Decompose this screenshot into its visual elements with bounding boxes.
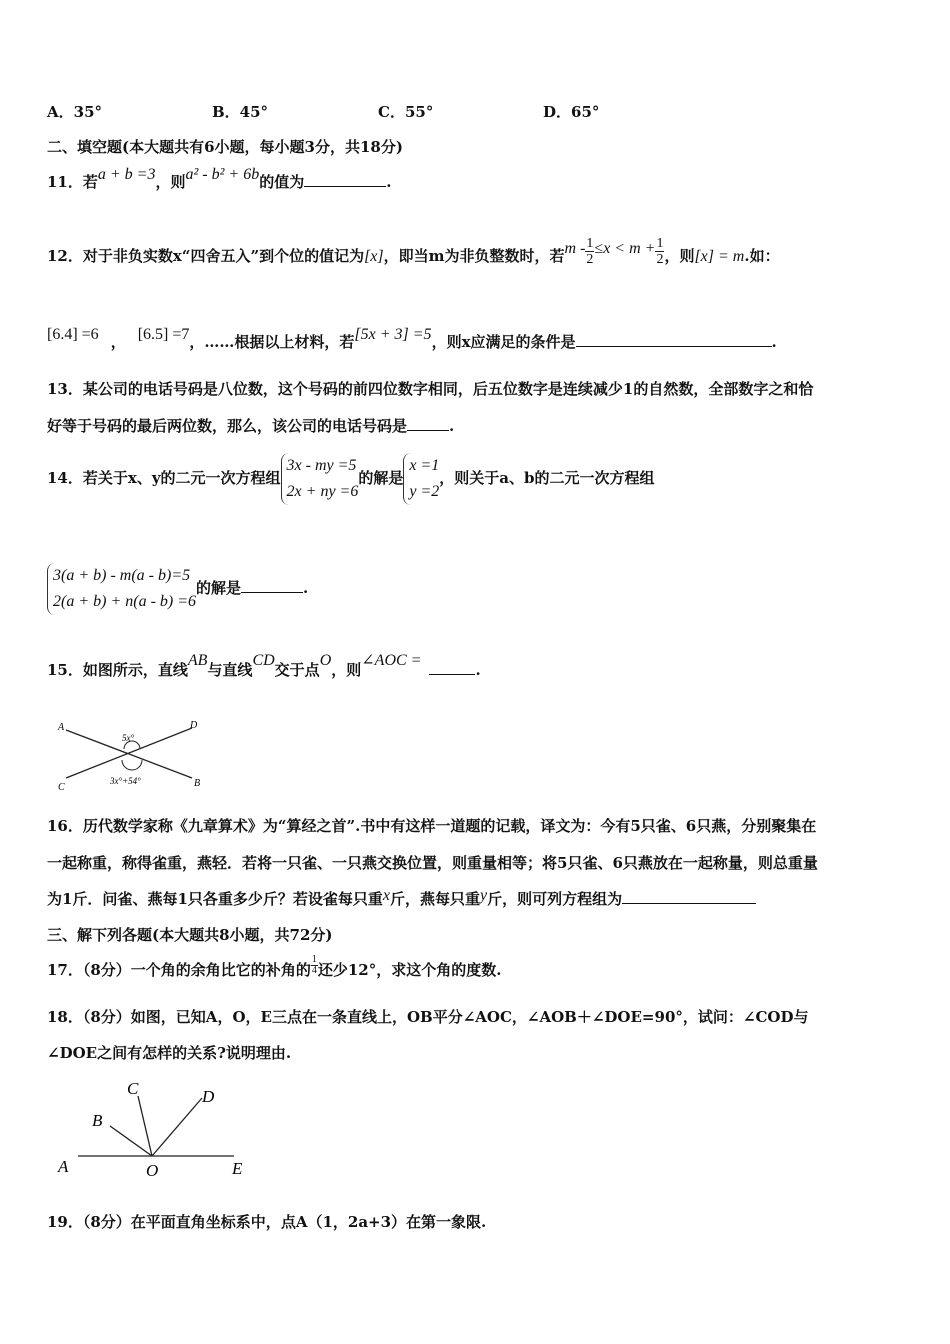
q14-suffix: ，则关于a、b的二元一次方程组 <box>439 469 655 487</box>
q14-beq2: 2(a + b) + n(a - b) =6 <box>53 593 197 610</box>
q16-line3b: 斤，燕每只重 <box>390 890 481 908</box>
q15-answer-blank[interactable] <box>429 660 475 675</box>
q11-suffix: 的值为 <box>259 173 305 191</box>
question-17 <box>47 953 502 982</box>
question-11 <box>47 166 392 193</box>
fig18-label-d: D <box>202 1087 215 1106</box>
q15-angle: ∠AOC = <box>361 652 422 669</box>
q16-line1: 16．历代数学家称《九章算术》为“算经之首”.书中有这样一道题的记载，译文为：今有5只雀、6只燕，分别聚集在 <box>47 817 817 835</box>
q16-line3c: 斤，则可列方程组为 <box>487 890 623 908</box>
figure-18-angles <box>52 1076 262 1180</box>
fig18-label-o: O <box>146 1161 159 1180</box>
fig18-label-b: B <box>92 1111 103 1130</box>
q12-equation: [x] = m <box>694 248 745 265</box>
q12-ask: ，则x应满足的条件是 <box>431 333 576 351</box>
q12-example-2: [6.5] =7 <box>137 326 190 343</box>
q14-answer-blank[interactable] <box>241 578 303 593</box>
q12-half-1: $\frac{1}{2}$ <box>586 235 594 267</box>
angle-arc-bottom <box>122 760 142 770</box>
q14-ab-system <box>47 563 196 615</box>
q12-condition: [5x + 3] =5 <box>354 326 432 343</box>
q15-end: . <box>475 661 481 679</box>
q18-line1: 18．（8分）如图，已知A，O，E三点在一条直线上，OB平分∠AOC，∠AOB＋∠DOE=90°，试问：∠COD与 <box>47 1008 809 1026</box>
q16-line3 <box>47 889 756 910</box>
q12-middle: ≤x < m + <box>594 240 656 257</box>
q14-system <box>281 453 359 505</box>
q13-text: 好等于号码的最后两位数，那么，该公司的电话号码是 <box>47 417 408 435</box>
q14-sol2: y =2 <box>409 483 440 500</box>
q15-with: 与直线 <box>207 661 253 679</box>
q11-mid: ，则 <box>155 173 186 191</box>
section3-heading: 三、解下列各题(本大题共8小题，共72分) <box>47 926 333 944</box>
fig15-angle-top: 5x° <box>122 733 135 743</box>
q12-etc: ，……根据以上材料，若 <box>189 333 355 351</box>
q15-then: ，则 <box>331 661 362 679</box>
q12-answer-blank[interactable] <box>576 332 772 347</box>
q17-prefix: 17．（8分）一个角的余角比它的补角的 <box>47 961 311 979</box>
q17-quarter: $\frac{1}{4}$ <box>311 953 317 976</box>
q12-sep: ， <box>110 333 126 351</box>
q11-condition: a + b =3 <box>97 166 156 183</box>
choice-a: A．35° <box>47 103 103 121</box>
fig15-label-b: B <box>194 778 201 789</box>
q13-line2 <box>47 416 454 436</box>
section2-heading: 二、填空题(本大题共有6小题，每小题3分，共18分) <box>47 138 403 156</box>
q12-example-1: [6.4] =6 <box>47 326 99 343</box>
fig18-label-e: E <box>232 1159 243 1178</box>
choice-c: C．55° <box>378 103 434 121</box>
q12-mid: ，即当m为非负整数时，若 <box>383 247 565 265</box>
q14-mid: 的解是 <box>358 469 404 487</box>
q16-y: y <box>480 887 488 904</box>
q16-line2: 一起称重，称得雀重，燕轻．若将一只雀、一只燕交换位置，则重量相等；将5只雀、6只燕放在一起称量，则总重量 <box>47 854 818 872</box>
fig18-label-a: A <box>58 1157 69 1176</box>
q15-at: 交于点 <box>274 661 320 679</box>
question-12 <box>47 234 780 279</box>
q12-end: . <box>771 333 777 351</box>
figure-15-intersecting-lines <box>52 716 212 792</box>
q13-end: . <box>449 417 455 435</box>
q12-bracket-x: [x] <box>364 248 384 265</box>
q14-end: . <box>303 579 309 597</box>
fig15-angle-bottom: 3x°+54° <box>110 776 141 786</box>
fig15-label-c: C <box>58 782 65 792</box>
q12-example-label: .如： <box>744 247 780 265</box>
q11-end: . <box>386 173 392 191</box>
q14-beq1: 3(a + b) - m(a - b)=5 <box>53 567 191 584</box>
q16-x: x <box>382 887 390 904</box>
q16-answer-blank[interactable] <box>622 889 756 904</box>
q14-eq1: 3x - my =5 <box>286 457 357 474</box>
q15-o: O <box>319 652 332 669</box>
q14-solution <box>403 453 439 505</box>
q11-expression: a² - b² + 6b <box>185 166 260 183</box>
q13-line1: 13．某公司的电话号码是八位数，这个号码的前四位数字相同，后五位数字是连续减少1的自然数，全部数字之和恰 <box>47 380 814 398</box>
choice-b: B．45° <box>212 103 269 121</box>
q12-m-minus: m - <box>564 240 586 257</box>
q18-line2: ∠DOE之间有怎样的关系?说明理由. <box>47 1044 292 1062</box>
choice-d: D．65° <box>543 103 600 121</box>
q12-line2 <box>47 326 777 353</box>
q15-ab: AB <box>187 652 208 669</box>
fig15-label-a: A <box>58 722 65 733</box>
q15-prefix: 15．如图所示，直线 <box>47 661 188 679</box>
question-15 <box>47 652 481 681</box>
q14-sol1: x =1 <box>409 457 440 474</box>
q17-suffix: 还少12°，求这个角的度数. <box>317 961 502 979</box>
q13-answer-blank[interactable] <box>407 416 449 431</box>
fig18-label-c: C <box>127 1079 139 1098</box>
fig15-label-d: D <box>190 720 198 731</box>
q14-prefix: 14．若关于x、y的二元一次方程组 <box>47 469 281 487</box>
q12-then: ，则 <box>664 247 695 265</box>
q11-answer-blank[interactable] <box>304 172 386 187</box>
q15-cd: CD <box>252 652 275 669</box>
question-19: 19．（8分）在平面直角坐标系中，点A（1，2a+3）在第一象限. <box>47 1213 487 1231</box>
ray-od <box>152 1098 202 1156</box>
q11-prefix: 11．若 <box>47 173 98 191</box>
q14-eq2: 2x + ny =6 <box>286 483 359 500</box>
q14-line2 <box>47 558 308 618</box>
q14-ask: 的解是 <box>196 579 242 597</box>
q16-line3a: 为1斤．问雀、燕每1只各重多少斤？若设雀每只重 <box>47 890 383 908</box>
question-14 <box>47 448 654 508</box>
q12-half-2: $\frac{1}{2}$ <box>656 235 664 267</box>
q12-prefix: 12．对于非负实数x“四舍五入”到个位的值记为 <box>47 247 365 265</box>
